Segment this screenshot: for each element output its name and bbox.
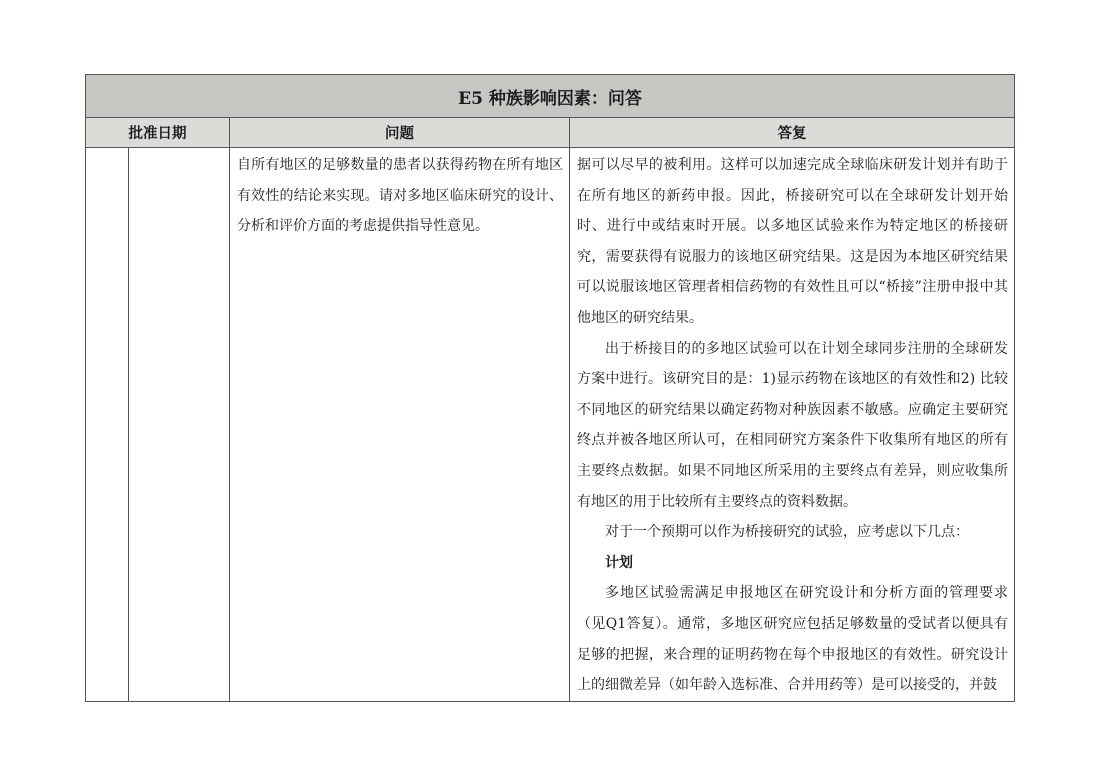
question-cell xyxy=(230,148,570,702)
answer-paragraph: 据可以尽早的被利用。这样可以加速完成全球临床研发计划并有助于在所有地区的新药申报。因此，桥接研究可以在全球研发计划开始时、进行中或结束时开展。以多地区试验来作为特定地区的桥接研究，需要获得有说服力的该地区研究结果。这是因为本地区研究结果可以说服该地区管理者相信药物的有效性且可以“桥接”注册申报中其他地区的研究结果。 xyxy=(577,157,1009,326)
approval-date-cell xyxy=(129,148,230,702)
question-text: 自所有地区的足够数量的患者以获得药物在所有地区有效性的结论来实现。请对多地区临床研究的设计、分析和评价方面的考虑提供指导性意见。 xyxy=(237,157,563,235)
header-answer: 答复 xyxy=(570,118,1015,148)
answer-paragraph: 对于一个预期可以作为桥接研究的试验，应考虑以下几点： xyxy=(605,524,969,541)
qa-table xyxy=(85,74,1015,702)
answer-text xyxy=(570,150,1014,701)
table-title: E5 种族影响因素：问答 xyxy=(86,75,1015,118)
header-approval-date: 批准日期 xyxy=(86,118,230,148)
header-question: 问题 xyxy=(230,118,570,148)
table-row xyxy=(86,148,1015,702)
answer-cell xyxy=(570,148,1015,702)
approval-date-cell-left xyxy=(86,148,129,702)
answer-paragraph: 出于桥接目的的多地区试验可以在计划全球同步注册的全球研发方案中进行。该研究目的是：1)显示药物在该地区的有效性和2) 比较不同地区的研究结果以确定药物对种族因素不敏感。应确定主要研究终点并被各地区所认可，在相同研究方案条件下收集所有地区的所有主要终点数据。如果不同地区所采用的主要终点有差异，则应收集所有地区的用于比较所有主要终点的资料数据。 xyxy=(577,340,1009,510)
answer-paragraph: 多地区试验需满足申报地区在研究设计和分析方面的管理要求（见Q1答复）。通常，多地区研究应包括足够数量的受试者以便具有足够的把握，来合理的证明药物在每个申报地区的有效性。研究设计上的细微差异（如年龄入选标准、合并用药等）是可以接受的，并鼓 xyxy=(577,585,1009,694)
answer-heading: 计划 xyxy=(605,554,633,571)
